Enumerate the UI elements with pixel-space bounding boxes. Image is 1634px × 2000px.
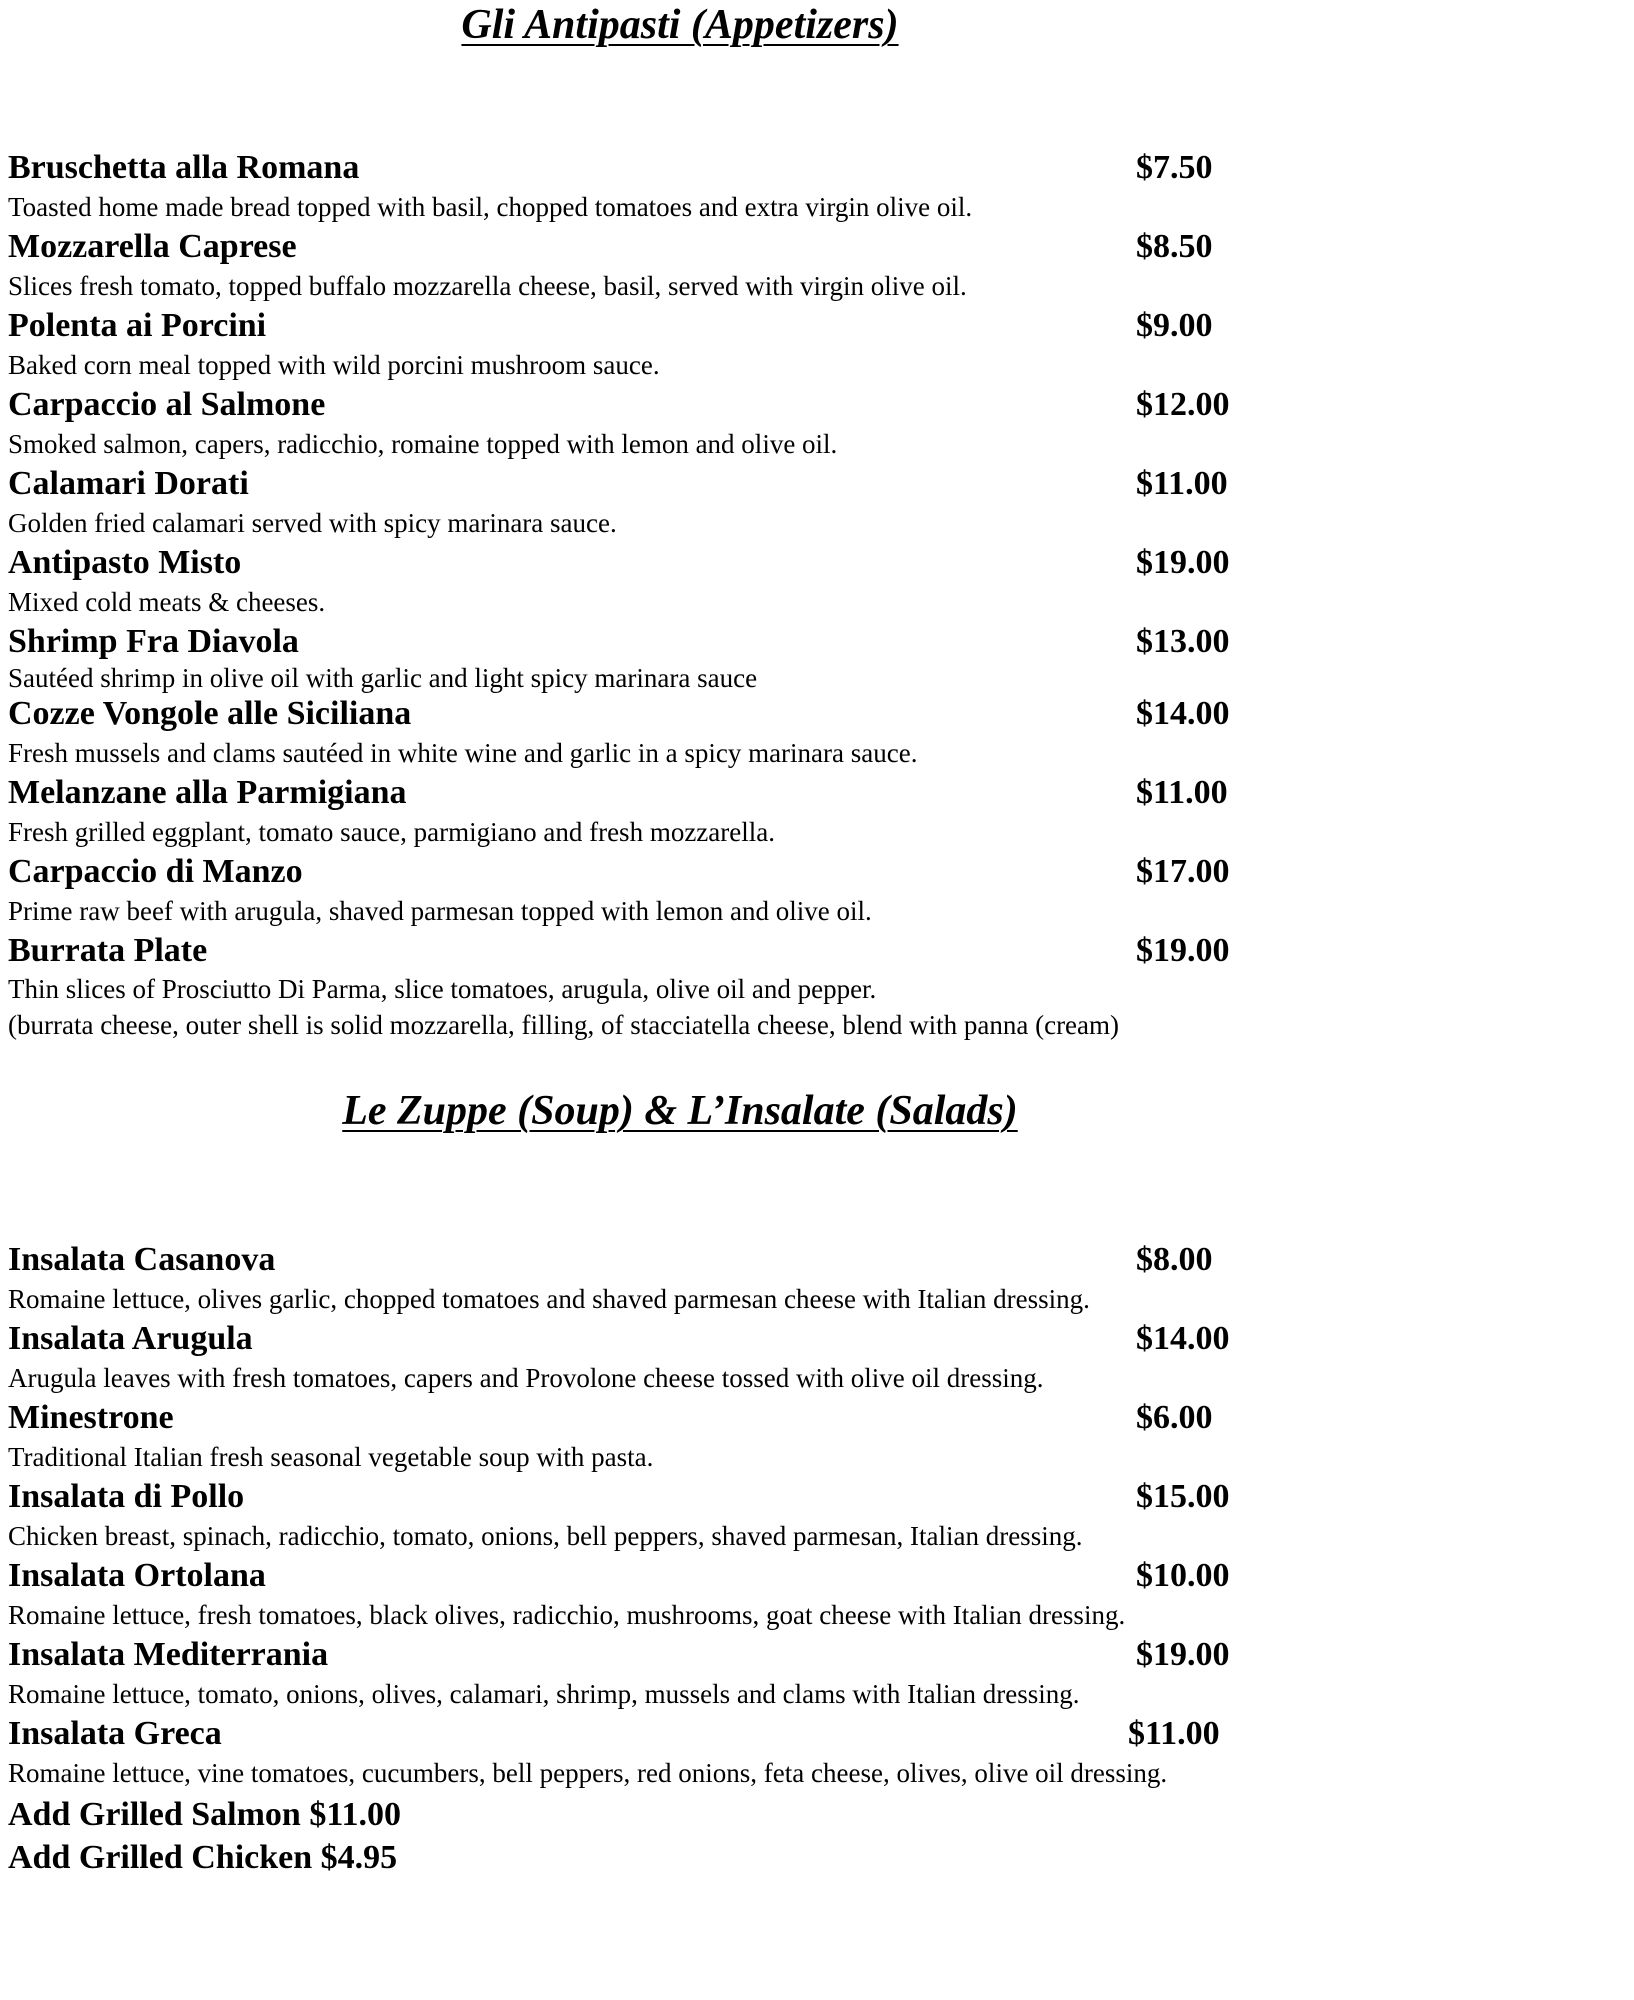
menu-item xyxy=(8,1319,1568,1398)
item-price: $11.00 xyxy=(1136,774,1228,811)
item-name: Mozzarella Caprese xyxy=(8,228,297,265)
item-price: $14.00 xyxy=(1136,695,1230,732)
item-price: $19.00 xyxy=(1136,1636,1230,1673)
item-price: $11.00 xyxy=(1136,465,1228,502)
item-name: Insalata Arugula xyxy=(8,1320,253,1357)
item-description: Traditional Italian fresh seasonal vegetable soup with pasta. xyxy=(8,1442,654,1472)
item-price: $14.00 xyxy=(1136,1320,1230,1357)
item-name: Antipasto Misto xyxy=(8,544,242,581)
menu-item xyxy=(8,1714,1568,1793)
item-price: $8.50 xyxy=(1136,228,1213,265)
item-price: $10.00 xyxy=(1136,1557,1230,1594)
item-price: $19.00 xyxy=(1136,932,1230,969)
item-name: Calamari Dorati xyxy=(8,465,249,502)
item-price: $8.00 xyxy=(1136,1241,1213,1278)
item-name: Carpaccio al Salmone xyxy=(8,386,326,423)
menu-item xyxy=(8,852,1568,931)
menu-item xyxy=(8,464,1568,543)
item-description: Romaine lettuce, fresh tomatoes, black olives, radicchio, mushrooms, goat cheese with Italian dressing. xyxy=(8,1600,1126,1630)
item-name: Minestrone xyxy=(8,1399,174,1436)
item-description: Slices fresh tomato, topped buffalo mozzarella cheese, basil, served with virgin olive oil. xyxy=(8,271,967,301)
item-description: Baked corn meal topped with wild porcini mushroom sauce. xyxy=(8,350,660,380)
item-description: Golden fried calamari served with spicy marinara sauce. xyxy=(8,508,617,538)
item-description: Smoked salmon, capers, radicchio, romaine topped with lemon and olive oil. xyxy=(8,429,838,459)
item-price: $12.00 xyxy=(1136,386,1230,423)
item-price: $15.00 xyxy=(1136,1478,1230,1515)
menu-item xyxy=(8,622,1568,694)
menu-item xyxy=(8,1398,1568,1477)
menu-item xyxy=(8,1477,1568,1556)
item-name: Insalata Greca xyxy=(8,1715,222,1752)
menu-item xyxy=(8,773,1568,852)
menu-item xyxy=(8,1240,1568,1319)
antipasti-title: Gli Antipasti (Appetizers) xyxy=(461,2,899,48)
item-name: Insalata Mediterrania xyxy=(8,1636,329,1673)
menu-item xyxy=(8,148,1568,227)
antipasti-list xyxy=(8,148,1568,1042)
item-name: Shrimp Fra Diavola xyxy=(8,623,299,660)
item-price: $19.00 xyxy=(1136,544,1230,581)
item-description: Mixed cold meats & cheeses. xyxy=(8,587,326,617)
menu-item xyxy=(8,1635,1568,1714)
item-description: Toasted home made bread topped with basil, chopped tomatoes and extra virgin olive oil. xyxy=(8,192,973,222)
item-description: Fresh grilled eggplant, tomato sauce, parmigiano and fresh mozzarella. xyxy=(8,817,775,847)
item-price: $6.00 xyxy=(1136,1399,1213,1436)
item-name: Cozze Vongole alle Siciliana xyxy=(8,695,412,732)
item-description: Prime raw beef with arugula, shaved parmesan topped with lemon and olive oil. xyxy=(8,896,872,926)
menu-item xyxy=(8,543,1568,622)
menu-item xyxy=(8,1556,1568,1635)
item-description: Fresh mussels and clams sautéed in white wine and garlic in a spicy marinara sauce. xyxy=(8,738,918,768)
item-name: Insalata Casanova xyxy=(8,1241,276,1278)
item-name: Insalata Ortolana xyxy=(8,1557,266,1594)
zuppe-insalate-list xyxy=(8,1240,1568,1879)
addon-line: Add Grilled Chicken $4.95 xyxy=(8,1839,398,1876)
menu-item xyxy=(8,306,1568,385)
item-price: $7.50 xyxy=(1136,149,1213,186)
item-price: $13.00 xyxy=(1136,623,1230,660)
item-name: Melanzane alla Parmigiana xyxy=(8,774,407,811)
item-name: Bruschetta alla Romana xyxy=(8,149,360,186)
menu-item xyxy=(8,694,1568,773)
item-price: $17.00 xyxy=(1136,853,1230,890)
item-price: $11.00 xyxy=(1128,1715,1220,1752)
item-description: Romaine lettuce, vine tomatoes, cucumbers, bell peppers, red onions, feta cheese, olives, olive oil dressing. xyxy=(8,1758,1168,1788)
item-name: Carpaccio di Manzo xyxy=(8,853,303,890)
item-description: Thin slices of Prosciutto Di Parma, slice tomatoes, arugula, olive oil and pepper. xyxy=(8,974,877,1004)
zuppe-insalate-title: Le Zuppe (Soup) & L’Insalate (Salads) xyxy=(342,1088,1018,1134)
item-price: $9.00 xyxy=(1136,307,1213,344)
menu-item xyxy=(8,227,1568,306)
item-description: Romaine lettuce, olives garlic, chopped tomatoes and shaved parmesan cheese with Italian dressing. xyxy=(8,1284,1090,1314)
item-description: Sautéed shrimp in olive oil with garlic and light spicy marinara sauce xyxy=(8,663,758,693)
item-note: (burrata cheese, outer shell is solid mozzarella, filling, of stacciatella cheese, blend with panna (cream) xyxy=(8,1010,1120,1040)
addon-line: Add Grilled Salmon $11.00 xyxy=(8,1796,401,1833)
item-description: Arugula leaves with fresh tomatoes, capers and Provolone cheese tossed with olive oil dressing. xyxy=(8,1363,1044,1393)
item-name: Polenta ai Porcini xyxy=(8,307,267,344)
item-name: Insalata di Pollo xyxy=(8,1478,245,1515)
menu-item xyxy=(8,385,1568,464)
menu-item xyxy=(8,931,1568,1042)
item-name: Burrata Plate xyxy=(8,932,208,969)
item-description: Chicken breast, spinach, radicchio, tomato, onions, bell peppers, shaved parmesan, Italian dressing. xyxy=(8,1521,1083,1551)
item-description: Romaine lettuce, tomato, onions, olives, calamari, shrimp, mussels and clams with Italian dressing. xyxy=(8,1679,1080,1709)
